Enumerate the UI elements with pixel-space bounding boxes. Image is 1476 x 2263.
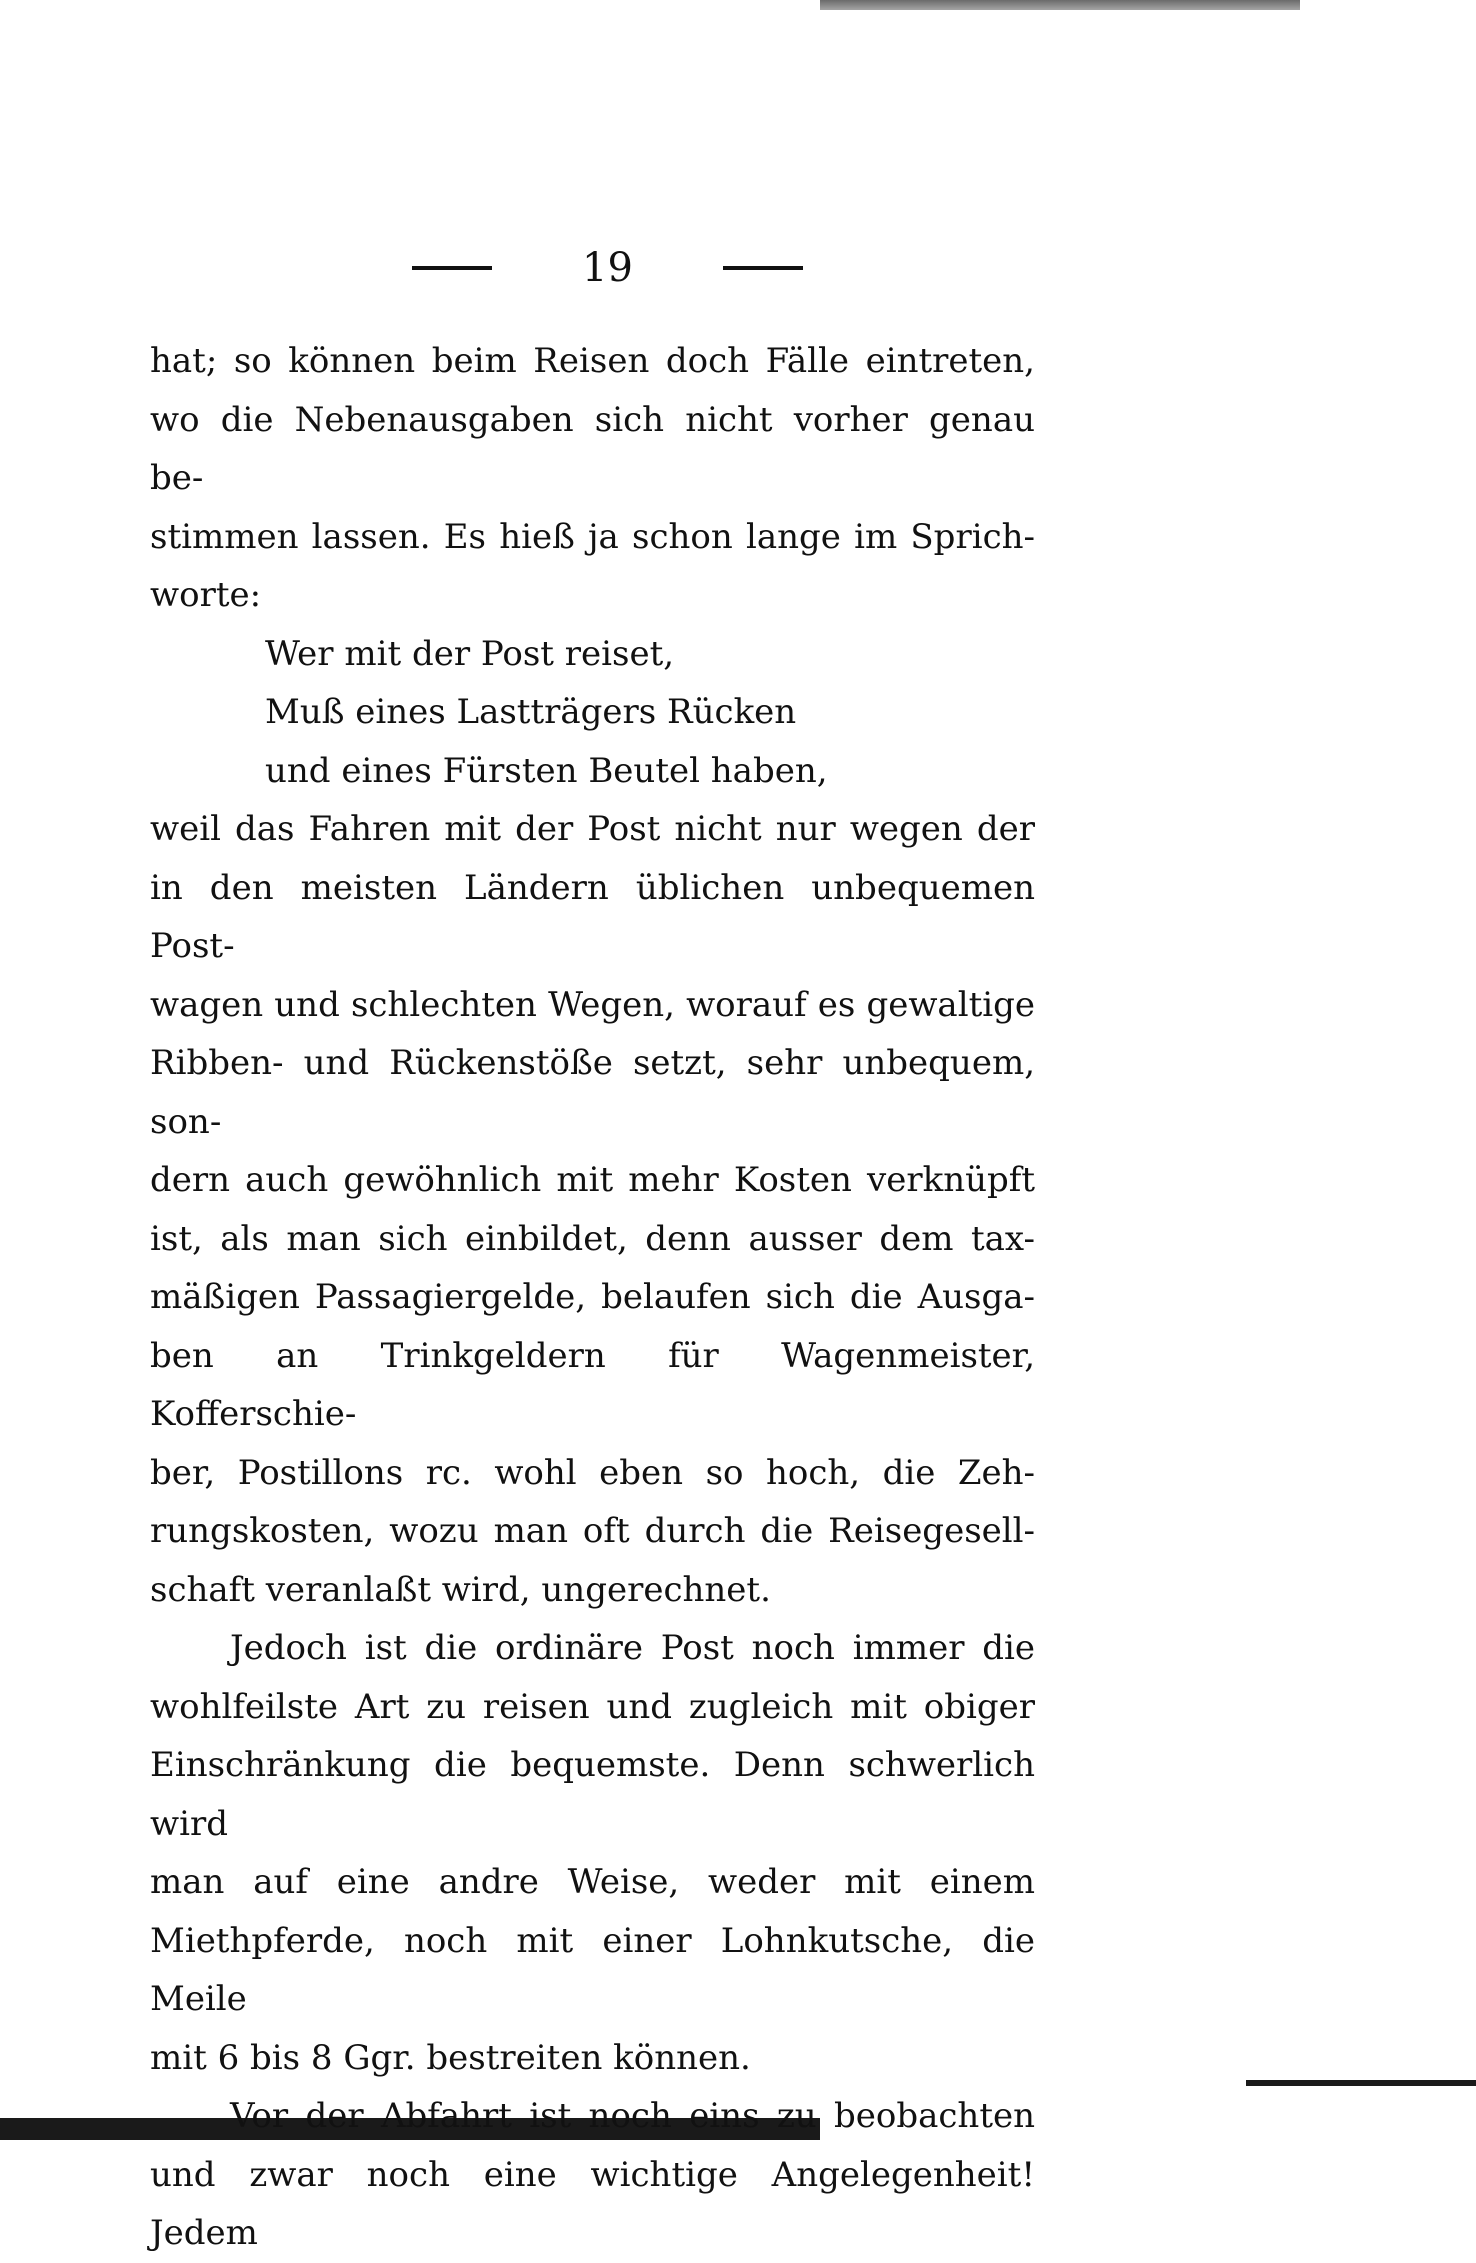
verse-line: und eines Fürsten Beutel haben, [265,750,828,791]
text-line: ist, als man sich einbildet, denn ausser dem tax- [150,1218,1035,1259]
verse-line: Muß eines Lastträgers Rücken [265,692,797,732]
paragraph-first-line: Vor der Abfahrt ist noch eins zu beobachten [230,2096,1035,2136]
text-line: Ribben- und Rückenstöße setzt, sehr unbequem, son- [150,1043,1035,1142]
text-line: mäßigen Passagiergelde, belaufen sich die Ausga- [150,1277,1035,1317]
text-line: und zwar noch eine wichtige Angelegenheit! Jedem [150,2154,1035,2253]
header-left-dash [412,266,492,270]
text-line: worte: [150,575,262,615]
text-line: Miethpferde, noch mit einer Lohnkutsche, die Meile [150,1920,1035,2019]
page-body [150,332,1035,2263]
text-line: stimmen lassen. Es hieß ja schon lange im Sprich- [150,516,1035,557]
text-line: man auf eine andre Weise, weder mit einem [150,1862,1035,1902]
text-line: mit 6 bis 8 Ggr. bestreiten können. [150,2037,751,2078]
text-line: schaft veranlaßt wird, ungerechnet. [150,1569,771,1610]
scan-edge-top [820,0,1300,10]
text-line: in den meisten Ländern üblichen unbequemen Post- [150,867,1035,966]
text-line: Einschränkung die bequemste. Denn schwerlich wird [150,1745,1035,1844]
text-line: ber, Postillons rc. wohl eben so hoch, die Zeh- [150,1452,1035,1493]
text-line: dern auch gewöhnlich mit mehr Kosten verknüpft [150,1160,1035,1200]
text-line: hat; so können beim Reisen doch Fälle eintreten, [150,341,1035,381]
header-right-dash [723,266,803,270]
page-number: 19 [582,245,633,291]
text-line: wo die Nebenausgaben sich nicht vorher genau be- [150,399,1035,498]
text-line: weil das Fahren mit der Post nicht nur wegen der [150,809,1035,849]
text-line: rungskosten, wozu man oft durch die Reisegesell- [150,1511,1035,1551]
text-line: wohlfeilste Art zu reisen und zugleich mit obiger [150,1686,1035,1727]
page-header [180,240,1035,296]
paragraph-first-line: Jedoch ist die ordinäre Post noch immer die [230,1628,1035,1668]
book-page [150,240,1035,2263]
scan-edge-bottom-right [1246,2080,1476,2086]
text-line: wagen und schlechten Wegen, worauf es gewaltige [150,984,1035,1025]
verse-line: Wer mit der Post reiset, [265,633,675,674]
text-line: ben an Trinkgeldern für Wagenmeister, Kofferschie- [150,1335,1035,1434]
